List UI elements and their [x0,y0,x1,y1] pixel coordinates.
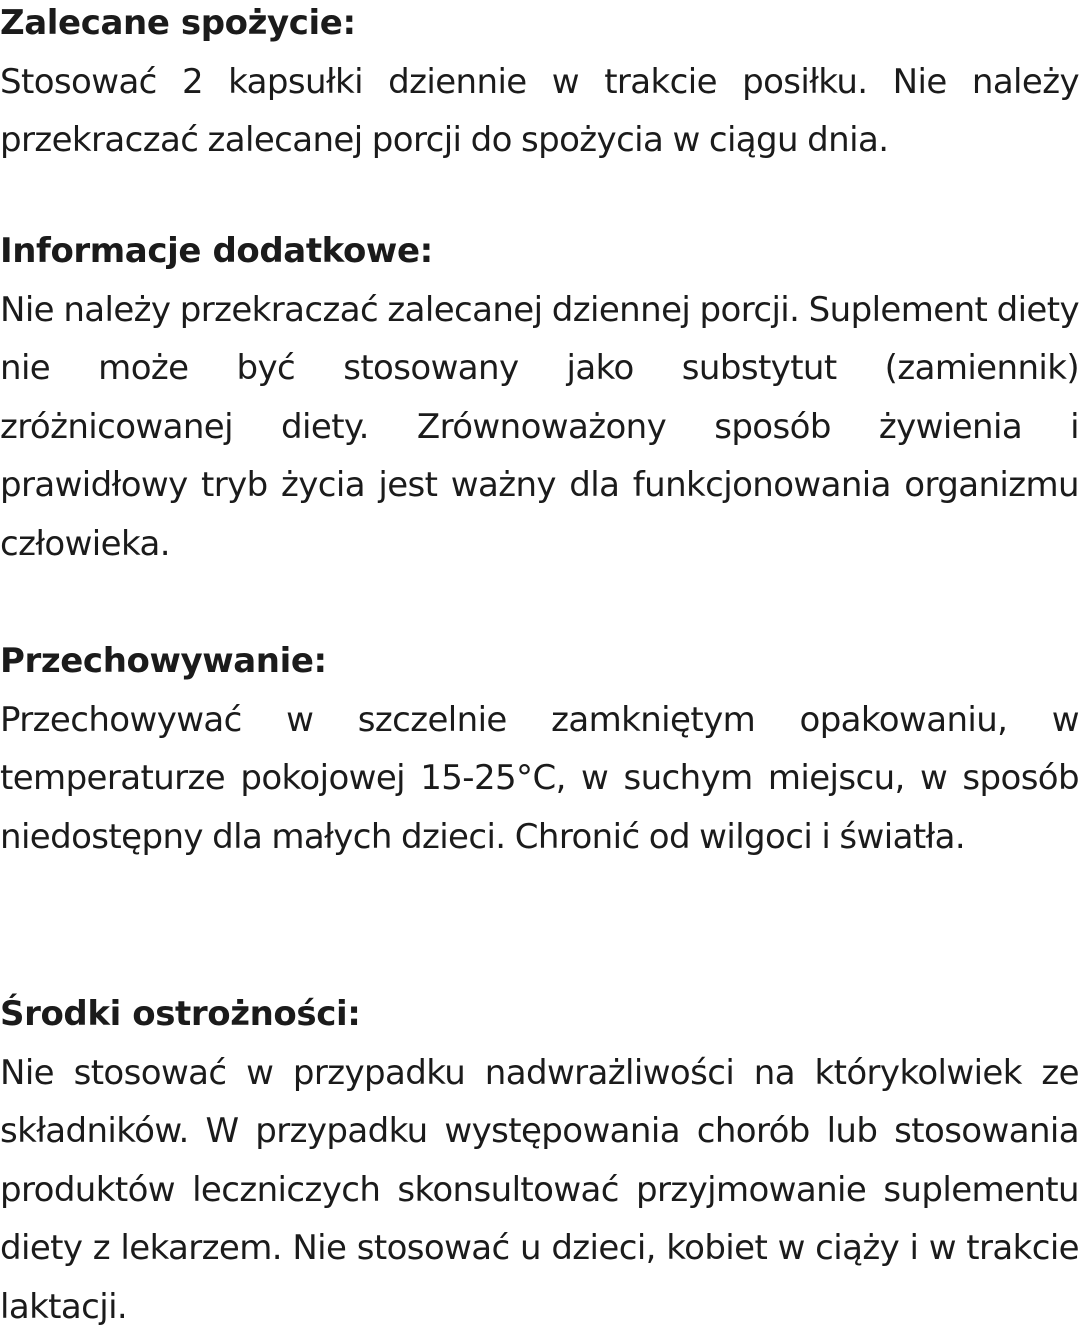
section-heading: Informacje dodatkowe: [0,231,433,271]
section-heading: Przechowywanie: [0,641,327,681]
section-recommended-intake [0,0,1079,170]
section-storage [0,632,1079,866]
section-heading: Zalecane spożycie: [0,3,356,43]
section-body: Nie stosować w przypadku nadwrażliwości na którykolwiek ze składników. W przypadku występowania chorób lub stosowania produktów leczniczych skonsultować przyjmowanie suplementu diety z lekarzem. Nie stosować u dzieci, kobiet w ciąży i w trakcie laktacji. [0,1052,1079,1327]
section-precautions [0,985,1079,1336]
section-additional-information [0,222,1079,573]
section-body: Przechowywać w szczelnie zamkniętym opakowaniu, w temperaturze pokojowej 15-25°C, w suchym miejscu, w sposób niedostępny dla małych dzieci. Chronić od wilgoci i światła. [0,699,1079,857]
section-heading: Środki ostrożności: [0,994,361,1034]
section-body: Nie należy przekraczać zalecanej dziennej porcji. Suplement diety nie może być stosowany jako substytut (zamiennik) zróżnicowanej diety. Zrównoważony sposób żywienia i prawidłowy tryb życia jest ważny dla funkcjonowania organizmu człowieka. [0,289,1079,564]
section-body: Stosować 2 kapsułki dziennie w trakcie posiłku. Nie należy przekraczać zalecanej porcji do spożycia w ciągu dnia. [0,61,1079,160]
